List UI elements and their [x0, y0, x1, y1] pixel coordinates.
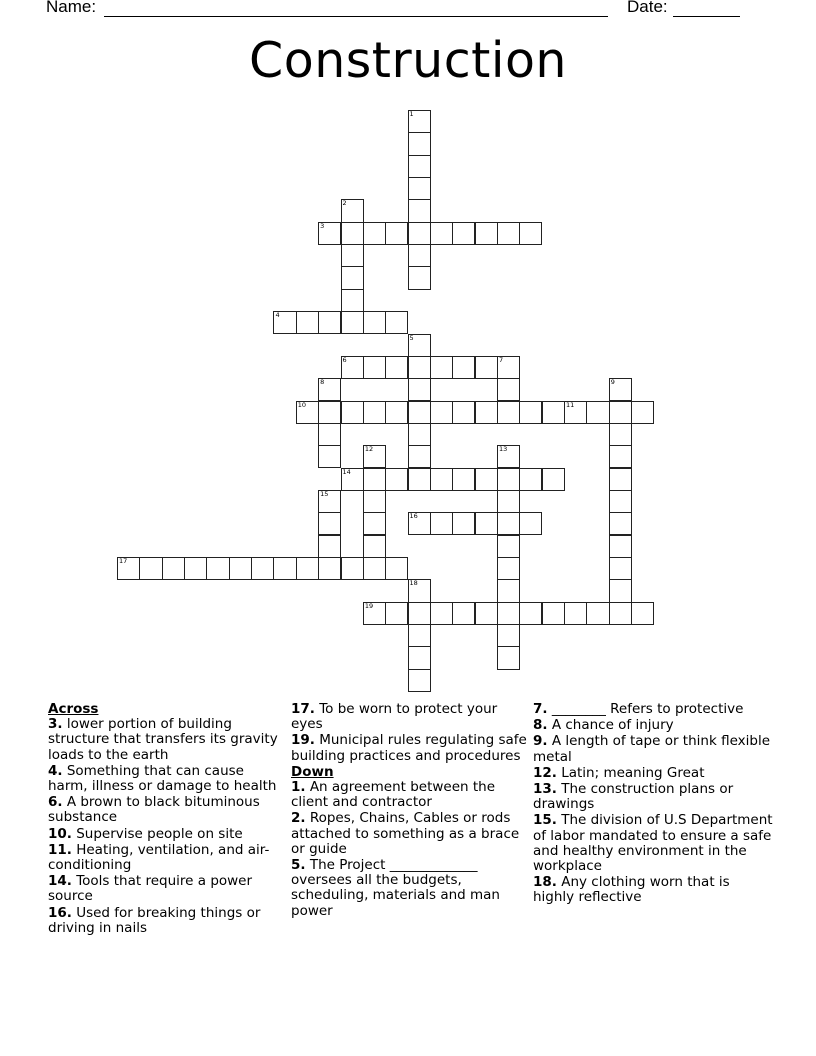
name-label: Name:: [46, 0, 97, 16]
grid-cell[interactable]: [341, 244, 364, 267]
grid-cell[interactable]: [318, 535, 341, 558]
grid-cell[interactable]: [519, 401, 542, 424]
clue-number: 13: [498, 445, 508, 454]
clue-item-number: 5.: [291, 857, 306, 874]
grid-cell[interactable]: [519, 222, 542, 245]
grid-cell[interactable]: [497, 490, 520, 513]
grid-cell[interactable]: [609, 378, 632, 401]
grid-cell[interactable]: [497, 646, 520, 669]
clue-number: 7: [498, 355, 504, 364]
clue-number: 18: [409, 579, 418, 588]
grid-cell[interactable]: [609, 535, 632, 558]
grid-cell[interactable]: [162, 557, 185, 580]
clue-item-text: Latin; meaning Great: [556, 764, 705, 781]
clue-number: 15: [320, 489, 329, 498]
grid-cell[interactable]: [273, 557, 296, 580]
clue-item-number: 2.: [291, 810, 306, 827]
across-heading: Across: [48, 701, 99, 717]
grid-cell[interactable]: [139, 557, 162, 580]
grid-cell[interactable]: [318, 490, 341, 513]
clue-item: [48, 874, 286, 904]
grid-cell[interactable]: [408, 199, 431, 222]
grid-cell[interactable]: [519, 602, 542, 625]
grid-cell[interactable]: [497, 579, 520, 602]
grid-cell[interactable]: [341, 199, 364, 222]
grid-cell[interactable]: [296, 557, 319, 580]
grid-cell[interactable]: [363, 490, 386, 513]
grid-cell[interactable]: [542, 602, 565, 625]
grid-cell[interactable]: [452, 602, 475, 625]
grid-cell[interactable]: [408, 155, 431, 178]
grid-cell[interactable]: [363, 356, 386, 379]
clue-number: 19: [364, 601, 374, 610]
grid-cell[interactable]: [318, 401, 341, 424]
grid-cell[interactable]: [631, 602, 654, 625]
grid-cell[interactable]: [341, 289, 364, 312]
clue-number: 8: [320, 378, 325, 387]
clue-item-number: 6.: [48, 794, 63, 811]
clue-item-text: Municipal rules regulating safe building practices and procedures: [291, 732, 527, 764]
clue-item: [48, 843, 286, 873]
grid-cell[interactable]: [408, 132, 431, 155]
grid-cell[interactable]: [497, 602, 520, 625]
clue-item-text: The construction plans or drawings: [533, 781, 734, 813]
clue-item-number: 9.: [533, 733, 548, 750]
grid-cell[interactable]: [609, 445, 632, 468]
grid-cell[interactable]: [251, 557, 274, 580]
grid-cell[interactable]: [385, 356, 408, 379]
clue-item-text: Tools that require a power source: [48, 873, 253, 905]
grid-cell[interactable]: [475, 222, 498, 245]
grid-cell[interactable]: [318, 311, 341, 334]
grid-cell[interactable]: [341, 311, 364, 334]
grid-cell[interactable]: [564, 401, 587, 424]
grid-cell[interactable]: [609, 423, 632, 446]
grid-cell[interactable]: [363, 311, 386, 334]
grid-cell[interactable]: [609, 401, 632, 424]
grid-cell[interactable]: [408, 602, 431, 625]
grid-cell[interactable]: [497, 557, 520, 580]
clue-number: 5: [409, 333, 414, 342]
across-clue-list-continued: [291, 702, 527, 764]
grid-cell[interactable]: [318, 378, 341, 401]
clue-item: [533, 782, 773, 812]
grid-cell[interactable]: [430, 512, 453, 535]
grid-cell[interactable]: [519, 512, 542, 535]
clue-item: [533, 702, 773, 717]
clue-item: [48, 764, 286, 794]
clue-number: 2: [342, 199, 347, 208]
grid-cell[interactable]: [408, 468, 431, 491]
grid-cell[interactable]: [609, 579, 632, 602]
grid-cell[interactable]: [408, 669, 431, 692]
clue-number: 10: [297, 400, 307, 409]
grid-cell[interactable]: [206, 557, 229, 580]
clue-item-number: 8.: [533, 717, 548, 734]
grid-cell[interactable]: [408, 579, 431, 602]
clue-item: [291, 811, 527, 857]
clue-item-number: 19.: [291, 732, 315, 749]
clue-number: 12: [364, 445, 374, 454]
grid-cell[interactable]: [318, 423, 341, 446]
grid-cell[interactable]: [363, 557, 386, 580]
grid-cell[interactable]: [385, 468, 408, 491]
clue-item: [291, 780, 527, 810]
clues-column-1: [48, 702, 286, 937]
clue-item: [291, 858, 527, 919]
grid-cell[interactable]: [341, 468, 364, 491]
grid-cell[interactable]: [408, 244, 431, 267]
grid-cell[interactable]: [341, 401, 364, 424]
page-title: Construction: [249, 32, 567, 89]
grid-cell[interactable]: [318, 557, 341, 580]
grid-cell[interactable]: [341, 557, 364, 580]
clue-item-text: Something that can cause harm, illness or damage to health: [48, 762, 277, 795]
grid-cell[interactable]: [318, 445, 341, 468]
grid-cell[interactable]: [542, 401, 565, 424]
grid-cell[interactable]: [497, 624, 520, 647]
grid-cell[interactable]: [497, 222, 520, 245]
clue-item-number: 15.: [533, 812, 557, 829]
grid-cell[interactable]: [363, 445, 386, 468]
clue-item: [291, 733, 527, 763]
grid-cell[interactable]: [430, 356, 453, 379]
clue-number: 1: [409, 110, 414, 118]
clue-item-text: Any clothing worn that is highly reflective: [533, 874, 730, 906]
down-clue-list-continued: [533, 702, 773, 906]
grid-cell[interactable]: [497, 535, 520, 558]
clue-item: [533, 875, 773, 905]
grid-cell[interactable]: [497, 445, 520, 468]
clue-item-number: 11.: [48, 841, 72, 858]
clue-number: 16: [409, 512, 418, 521]
grid-cell[interactable]: [452, 401, 475, 424]
grid-cell[interactable]: [341, 266, 364, 289]
grid-cell[interactable]: [318, 222, 341, 245]
grid-cell[interactable]: [273, 311, 296, 334]
clue-item-number: 18.: [533, 874, 557, 891]
grid-cell[interactable]: [475, 602, 498, 625]
clue-item-number: 7.: [533, 701, 548, 717]
grid-cell[interactable]: [408, 624, 431, 647]
clue-item-number: 17.: [291, 701, 315, 717]
clue-number: 4: [275, 311, 280, 320]
clue-item: [533, 734, 773, 764]
grid-cell[interactable]: [452, 222, 475, 245]
date-label: Date:: [627, 0, 668, 16]
clue-item-number: 13.: [533, 781, 557, 798]
grid-cell[interactable]: [341, 356, 364, 379]
clue-item-text: Ropes, Chains, Cables or rods attached to something as a brace or guide: [291, 810, 520, 857]
clue-item-text: A brown to black bituminous substance: [48, 794, 260, 826]
grid-cell[interactable]: [542, 468, 565, 491]
grid-cell[interactable]: [475, 512, 498, 535]
clue-number: 11: [566, 400, 575, 409]
clue-item-number: 4.: [48, 762, 63, 779]
clue-number: 3: [320, 221, 325, 230]
clue-item: [48, 906, 286, 936]
grid-cell[interactable]: [609, 512, 632, 535]
clue-number: 14: [342, 467, 351, 476]
grid-cell[interactable]: [430, 602, 453, 625]
grid-cell[interactable]: [408, 445, 431, 468]
grid-cell[interactable]: [452, 356, 475, 379]
grid-cell[interactable]: [408, 334, 431, 357]
clue-item-number: 3.: [48, 716, 63, 733]
clue-number: 9: [610, 378, 615, 387]
clue-item-text: The Project _____________ oversees all the budgets, scheduling, materials and man power: [291, 857, 500, 919]
grid-cell[interactable]: [609, 557, 632, 580]
grid-cell[interactable]: [363, 222, 386, 245]
grid-cell[interactable]: [408, 222, 431, 245]
grid-cell[interactable]: [296, 401, 319, 424]
grid-cell[interactable]: [318, 512, 341, 535]
clue-item-text: lower portion of building structure that transfers its gravity loads to the earth: [48, 716, 278, 763]
grid-cell[interactable]: [385, 401, 408, 424]
grid-cell[interactable]: [408, 646, 431, 669]
grid-cell[interactable]: [408, 266, 431, 289]
down-clue-list: [291, 780, 527, 919]
clue-item-number: 14.: [48, 873, 72, 890]
grid-cell[interactable]: [609, 490, 632, 513]
grid-cell[interactable]: [341, 222, 364, 245]
grid-cell[interactable]: [497, 356, 520, 379]
grid-cell[interactable]: [475, 356, 498, 379]
grid-cell[interactable]: [363, 512, 386, 535]
grid-cell[interactable]: [363, 401, 386, 424]
grid-cell[interactable]: [452, 512, 475, 535]
grid-cell[interactable]: [408, 512, 431, 535]
grid-cell[interactable]: [452, 468, 475, 491]
grid-cell[interactable]: [497, 378, 520, 401]
grid-cell[interactable]: [430, 468, 453, 491]
grid-cell[interactable]: [586, 602, 609, 625]
grid-cell[interactable]: [385, 602, 408, 625]
clue-item-number: 16.: [48, 904, 72, 921]
clue-item-text: A chance of injury: [547, 717, 674, 734]
clue-item-text: A length of tape or think flexible metal: [533, 733, 771, 765]
grid-cell[interactable]: [564, 602, 587, 625]
grid-cell[interactable]: [609, 468, 632, 491]
clue-item: [533, 766, 773, 781]
grid-cell[interactable]: [408, 423, 431, 446]
grid-cell[interactable]: [631, 401, 654, 424]
across-clue-list: [48, 717, 286, 936]
grid-cell[interactable]: [385, 222, 408, 245]
grid-cell[interactable]: [519, 468, 542, 491]
grid-cell[interactable]: [408, 356, 431, 379]
grid-cell[interactable]: [385, 311, 408, 334]
clue-item-text: Heating, ventilation, and air-conditioning: [48, 841, 270, 874]
clue-item-text: ________ Refers to protective: [547, 701, 744, 717]
clue-item-text: Used for breaking things or driving in nails: [48, 904, 261, 936]
grid-cell[interactable]: [497, 468, 520, 491]
clue-item-text: An agreement between the client and contractor: [291, 779, 496, 811]
clue-number: 6: [342, 355, 347, 364]
grid-cell[interactable]: [430, 222, 453, 245]
grid-cell[interactable]: [497, 401, 520, 424]
clue-item-number: 10.: [48, 825, 72, 842]
grid-cell[interactable]: [363, 602, 386, 625]
grid-cell[interactable]: [408, 110, 431, 133]
clue-number: 17: [119, 557, 128, 565]
clue-item-text: The division of U.S Department of labor mandated to ensure a safe and healthy environment in the workplace: [533, 812, 773, 875]
grid-cell[interactable]: [184, 557, 207, 580]
down-heading: Down: [291, 763, 334, 780]
grid-cell[interactable]: [363, 535, 386, 558]
clue-item-number: 12.: [533, 764, 557, 781]
clue-item-number: 1.: [291, 779, 306, 796]
clue-item-text: Supervise people on site: [71, 825, 243, 842]
clues-column-3: [533, 702, 773, 907]
clue-item: [48, 795, 286, 825]
clue-item: [48, 717, 286, 763]
clue-item: [48, 827, 286, 842]
grid-cell[interactable]: [229, 557, 252, 580]
clue-item: [533, 718, 773, 733]
grid-cell[interactable]: [385, 557, 408, 580]
grid-cell[interactable]: [363, 468, 386, 491]
clue-item: [533, 813, 773, 874]
grid-cell[interactable]: [475, 401, 498, 424]
clue-item: [291, 702, 527, 732]
grid-cell[interactable]: [609, 602, 632, 625]
grid-cell[interactable]: [497, 512, 520, 535]
grid-cell[interactable]: [408, 378, 431, 401]
grid-cell[interactable]: [408, 177, 431, 200]
grid-cell[interactable]: [296, 311, 319, 334]
grid-cell[interactable]: [586, 401, 609, 424]
clues-column-2: [291, 702, 527, 920]
grid-cell[interactable]: [117, 557, 140, 580]
clue-item-text: To be worn to protect your eyes: [291, 701, 498, 733]
grid-cell[interactable]: [408, 401, 431, 424]
grid-cell[interactable]: [430, 401, 453, 424]
grid-cell[interactable]: [475, 468, 498, 491]
